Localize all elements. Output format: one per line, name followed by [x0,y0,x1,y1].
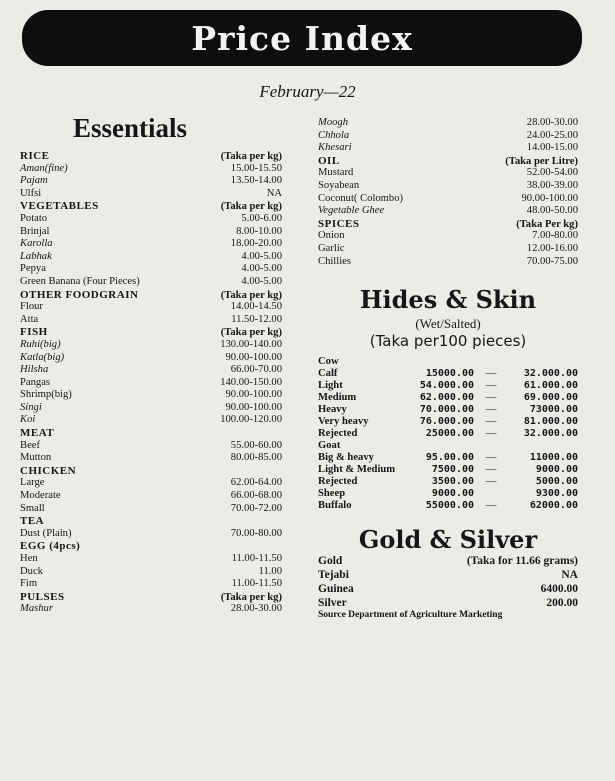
item-label: Large [20,477,45,489]
category-label: EGG (4pcs) [20,540,81,553]
item-label: Dust (Plain) [20,527,72,539]
price-row [20,364,282,377]
hides-subtitle-unit: (Taka per100 pieces) [369,332,527,351]
item-label: Labhak [20,250,52,262]
title-banner [22,10,582,66]
price-row [20,263,282,276]
hides-high: 32.000.00 [523,428,578,440]
category-label: VEGETABLES [20,200,99,213]
price-row [318,193,578,206]
item-label: Atta [20,313,39,325]
price-row [318,142,578,155]
gold-table [318,554,578,610]
hides-low: 95.00.00 [425,452,474,464]
price-value: 90.00-100.00 [521,192,578,204]
hides-label: Rejected [318,476,358,488]
hides-row [318,404,578,416]
price-value: 24.00-25.00 [526,129,578,141]
hides-label: Light & Medium [318,464,396,476]
hides-high: 81.000.00 [523,416,578,428]
price-value: 11.00 [258,565,282,577]
hides-low: 54.000.00 [419,380,474,392]
price-row [20,163,282,176]
hides-row [318,356,578,368]
price-row [20,251,282,264]
price-value: 70.00-72.00 [230,502,282,514]
unit-label: (Taka per kg) [220,591,282,603]
price-row [318,155,578,168]
item-label: Pajam [20,175,48,187]
item-label: Hilsha [20,364,49,376]
hides-low: 7500.00 [431,464,474,476]
item-label: Moderate [20,490,61,502]
essentials-left-list [20,150,282,616]
price-value: 8.00-10.00 [236,225,282,237]
price-row [20,515,282,528]
hides-dash: — [485,452,497,464]
price-row [318,218,578,231]
item-label: Coconut( Colombo) [318,192,404,204]
price-row [20,314,282,327]
unit-label: (Taka per Litre) [505,155,578,167]
gold-row [318,596,578,610]
price-value: 11.00-11.50 [231,553,282,564]
price-row [20,352,282,365]
hides-row [318,476,578,488]
price-row [20,150,282,163]
hides-low: 25000.00 [425,428,474,440]
price-value: 52.00-54.00 [526,167,578,179]
price-value: 11.00-11.50 [231,578,282,590]
price-value: NA [266,187,282,199]
item-label: Soyabean [318,179,360,191]
price-row [20,213,282,226]
price-value: 130.00-140.00 [220,338,282,350]
gold-value: 6400.00 [540,583,578,596]
price-row [20,276,282,289]
price-row [20,427,282,440]
item-label: Mashur [20,603,53,615]
hides-label: Light [318,380,343,392]
price-row [20,603,282,616]
price-row [20,226,282,239]
hides-low: 15000.00 [425,368,474,380]
hides-dash: — [485,392,497,404]
category-label: SPICES [318,217,360,230]
price-row [20,540,282,553]
price-row [20,238,282,251]
hides-low: 62.000.00 [419,392,474,404]
price-row [20,188,282,201]
price-value: 70.00-80.00 [230,527,282,539]
item-label: Hen [20,553,38,564]
hides-dash: — [485,380,497,392]
hides-row [318,452,578,464]
hides-dash: — [485,464,497,476]
price-value: 4.00-5.00 [241,250,282,262]
unit-label: (Taka per kg) [220,289,282,301]
gold-row [318,554,578,568]
item-label: Katla(big) [20,351,65,363]
hides-row [318,380,578,392]
price-value: 15.00-15.50 [230,162,282,174]
price-value: 55.00-60.00 [230,439,282,451]
price-row [318,230,578,243]
item-label: Chillies [318,255,351,267]
hides-low: 55000.00 [425,500,474,512]
hides-row [318,416,578,428]
price-row [20,200,282,213]
price-value: 66.00-70.00 [230,364,282,376]
hides-high: 11000.00 [529,452,578,464]
page-title: Price Index [191,18,413,58]
price-row [20,503,282,516]
price-value: 14.00-15.00 [526,142,578,154]
hides-label: Buffalo [318,500,352,512]
hides-low: 70.000.00 [419,404,474,416]
price-value: 4.00-5.00 [241,275,282,287]
hides-heading: Hides & Skin [359,285,537,315]
hides-label: Goat [318,440,341,452]
category-label: MEAT [20,427,55,440]
hides-label: Big & heavy [318,452,374,464]
category-label: CHICKEN [20,464,77,477]
gold-value: (Taka for 11.66 grams) [466,555,578,568]
hides-high: 69.000.00 [523,392,578,404]
category-label: OIL [318,154,340,167]
item-label: Shrimp(big) [20,389,72,401]
price-value: 13.50-14.00 [230,175,282,187]
gold-label: Silver [318,597,347,610]
right-column [318,117,578,620]
price-row [20,377,282,390]
price-row [20,452,282,465]
unit-label: (Taka per kg) [220,151,282,162]
hides-high: 32.000.00 [523,368,578,380]
price-row [20,402,282,415]
price-value: 80.00-85.00 [230,452,282,464]
price-value: 12.00-16.00 [526,242,578,254]
hides-high: 62000.00 [529,500,578,512]
item-label: Moogh [318,117,349,128]
category-label: OTHER FOODGRAIN [20,288,139,301]
hides-high: 9000.00 [535,464,578,476]
essentials-heading: Essentials [73,113,188,143]
price-row [20,339,282,352]
price-row [20,477,282,490]
hides-row [318,488,578,500]
hides-high: 73000.00 [529,404,578,416]
item-label: Ruhi(big) [20,338,61,350]
unit-label: (Taka per kg) [220,327,282,339]
hides-low: 76.000.00 [419,416,474,428]
price-row [20,326,282,339]
unit-label: (Taka Per kg) [516,218,578,230]
price-row [318,117,578,130]
hides-subtitle-condition: (Wet/Salted) [415,316,481,332]
price-value: 4.00-5.00 [241,263,282,275]
hides-label: Medium [318,392,357,404]
price-row [318,256,578,269]
gold-heading: Gold & Silver [358,525,538,555]
item-label: Beef [20,439,40,451]
essentials-left-column [20,112,282,616]
price-row [20,289,282,302]
hides-row [318,440,578,452]
category-label: TEA [20,515,45,528]
hides-dash: — [485,368,497,380]
price-value: 90.00-100.00 [225,401,282,413]
gold-label: Guinea [318,583,354,596]
hides-label: Rejected [318,428,358,440]
item-label: Vegetable Ghee [318,205,385,217]
hides-low: 3500.00 [431,476,474,488]
price-row [20,414,282,427]
item-label: Singi [20,401,42,413]
price-row [20,566,282,579]
price-row [318,205,578,218]
hides-dash: — [485,404,497,416]
essentials-right-list [318,117,578,268]
item-label: Flour [20,301,43,313]
hides-dash: — [485,416,497,428]
item-label: Pepya [20,263,46,275]
price-value: 140.00-150.00 [220,376,282,388]
price-row [20,440,282,453]
item-label: Ulfsi [20,187,42,199]
price-value: 70.00-75.00 [526,255,578,267]
hides-table [318,356,578,512]
price-value: 48.00-50.00 [526,205,578,217]
price-row [20,553,282,566]
item-label: Small [20,502,45,514]
item-label: Karolla [20,238,53,250]
price-value: 28.00-30.00 [526,117,578,128]
item-label: Aman(fine) [20,162,68,174]
item-label: Brinjal [20,225,50,237]
price-value: 18.00-20.00 [230,238,282,250]
price-row [20,301,282,314]
price-row [20,578,282,591]
hides-dash: — [485,500,497,512]
hides-label: Very heavy [318,416,369,428]
item-label: Mutton [20,452,52,464]
price-value: 66.00-68.00 [230,490,282,502]
price-value: 90.00-100.00 [225,389,282,401]
category-label: FISH [20,326,48,339]
category-label: RICE [20,150,50,162]
hides-low: 9000.00 [431,488,474,500]
item-label: Chhola [318,129,350,141]
item-label: Khesari [318,142,352,154]
price-row [20,389,282,402]
price-row [20,490,282,503]
gold-row [318,568,578,582]
category-label: PULSES [20,590,65,603]
hides-row [318,428,578,440]
hides-label: Heavy [318,404,347,416]
price-row [20,591,282,604]
price-value: 90.00-100.00 [225,351,282,363]
item-label: Duck [20,565,43,577]
price-value: 14.00-14.50 [230,301,282,313]
date-line: February—22 [259,82,356,101]
price-row [20,175,282,188]
gold-row [318,582,578,596]
price-row [318,243,578,256]
hides-high: 61.000.00 [523,380,578,392]
hides-dash: — [485,476,497,488]
price-value: 5.00-6.00 [241,212,282,224]
price-row [20,528,282,541]
price-row [318,180,578,193]
unit-label: (Taka per kg) [220,201,282,213]
hides-row [318,500,578,512]
price-value: 28.00-30.00 [230,603,282,615]
hides-label: Sheep [318,488,346,500]
item-label: Green Banana (Four Pieces) [20,275,140,287]
price-row [318,130,578,143]
hides-dash: — [485,428,497,440]
gold-label: Gold [318,555,343,568]
source-line: Source Department of Agriculture Marketing [318,610,503,621]
gold-value: 200.00 [546,597,578,610]
hides-row [318,368,578,380]
hides-high: 5000.00 [535,476,578,488]
item-label: Pangas [20,376,51,388]
hides-high: 9300.00 [535,488,578,500]
gold-label: Tejabi [318,569,349,582]
hides-row [318,464,578,476]
price-value: 7.00-80.00 [532,230,578,242]
item-label: Fim [20,578,38,590]
hides-label: Cow [318,356,339,368]
item-label: Potato [20,212,48,224]
hides-label: Calf [318,368,338,380]
price-row [318,167,578,180]
price-value: 11.50-12.00 [231,313,282,325]
hides-row [318,392,578,404]
gold-value: NA [561,569,578,582]
item-label: Mustard [318,167,354,179]
item-label: Onion [318,230,345,242]
price-value: 38.00-39.00 [526,179,578,191]
item-label: Koi [20,414,36,426]
price-row [20,465,282,478]
price-value: 100.00-120.00 [220,414,282,426]
item-label: Garlic [318,242,345,254]
price-value: 62.00-64.00 [230,477,282,489]
